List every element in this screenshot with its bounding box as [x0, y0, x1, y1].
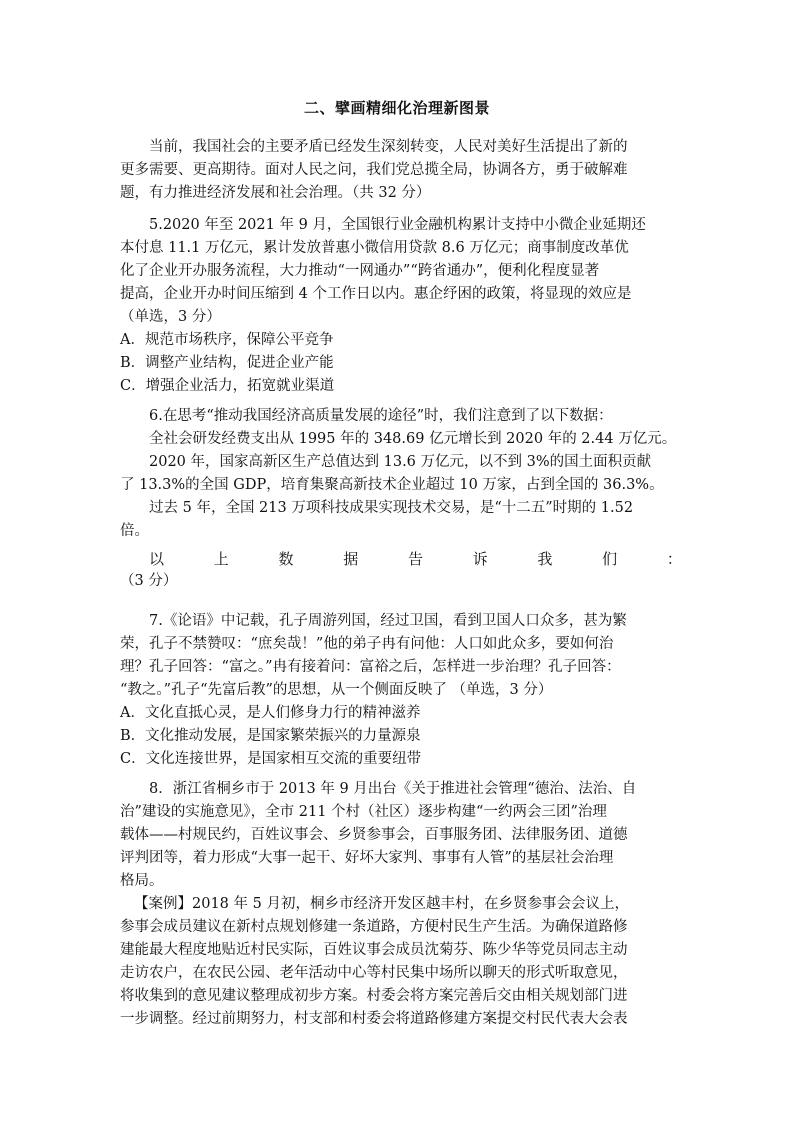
q5-line: 5.2020 年至 2021 年 9 月，全国银行业金融机构累计支持中小微企业延期还: [149, 217, 646, 233]
q8-case-line: 建能最大程度地贴近村民实际，百姓议事会成员沈菊芬、陈少华等党员同志主动: [120, 942, 628, 958]
q6-score: [120, 570, 682, 593]
q8-case-line: 将收集到的意见建议整理成初步方案。村委会将方案完善后交由相关规划部门进: [120, 988, 628, 1004]
q5-option-b: B．调整产业结构，促进企业产能: [120, 355, 334, 371]
q6-prompt-char: 据: [343, 550, 359, 568]
q6-score-text: （3 分）: [120, 573, 178, 589]
q8-line: 治”建设的实施意见》，全市 211 个村（社区）逐步构建“一约两会三团”治理: [120, 804, 607, 820]
q8-line: 格局。: [120, 873, 164, 889]
q7-line: “教之。”孔子“先富后教”的思想，从一个侧面反映了 （单选，3 分）: [120, 682, 553, 698]
question-8: [120, 778, 682, 1031]
q6-line: 了 13.3%的全国 GDP，培育集聚高新技术企业超过 10 万家，占到全国的 36.3%。: [120, 477, 664, 493]
q5-option-a: A．规范市场秩序，保障公平竞争: [120, 332, 334, 348]
q8-case-line: 一步调整。经过前期努力，村支部和村委会将道路修建方案提交村民代表大会表: [120, 1011, 628, 1027]
q8-line: 8．浙江省桐乡市于 2013 年 9 月出台《关于推进社会管理“德治、法治、自: [149, 781, 637, 797]
q7-line: 荣，孔子不禁赞叹：“庶矣哉！”他的弟子冉有问他：人口如此众多，要如何治: [120, 636, 614, 652]
q6-prompt-char: ：: [666, 550, 682, 568]
q6-line: 过去 5 年，全国 213 万项科技成果实现技术交易，是“十二五”时期的 1.52: [149, 500, 634, 516]
question-7: [120, 610, 682, 771]
intro-line: 题，有力推进经济发展和社会治理。（共 32 分）: [120, 185, 431, 201]
q5-line: 化了企业开办服务流程，大力推动“一网通办”“跨省通办”，便利化程度显著: [120, 263, 600, 279]
intro-paragraph: [120, 136, 682, 205]
q8-line: 载体——村规民约，百姓议事会、乡贤参事会，百事服务团、法律服务团、道德: [120, 827, 628, 843]
q6-prompt-char: 诉: [472, 550, 488, 568]
q6-line: 6.在思考“推动我国经济高质量发展的途径”时，我们注意到了以下数据：: [149, 408, 613, 424]
intro-line: 更多需要、更高期待。面对人民之问，我们党总揽全局，协调各方，勇于破解难: [120, 162, 628, 178]
q7-line: 7.《论语》中记载，孔子周游列国，经过卫国，看到卫国人口众多，甚为繁: [149, 613, 627, 629]
q8-case-line: 【案例】2018 年 5 月初，桐乡市经济开发区越丰村，在乡贤参事会会议上，: [134, 896, 629, 912]
q6-line: 2020 年，国家高新区生产总值达到 13.6 万亿元，以不到 3%的国土面积贡献: [149, 454, 652, 470]
q5-line: 本付息 11.1 万亿元，累计发放普惠小微信用贷款 8.6 万亿元；商事制度改革优: [120, 240, 629, 256]
q6-line: 全社会研发经费支出从 1995 年的 348.69 亿元增长到 2020 年的 2.44 万亿元。: [149, 431, 677, 447]
q6-prompt-char: 上: [213, 550, 229, 568]
question-5: [120, 214, 682, 398]
q6-line: 倍。: [120, 523, 149, 539]
q7-option-c: C．文化连接世界，是国家相互交流的重要纽带: [120, 751, 422, 767]
q5-option-c: C．增强企业活力，拓宽就业渠道: [120, 378, 335, 394]
question-6: [120, 405, 682, 543]
q6-prompt-char: 以: [149, 550, 165, 568]
q6-prompt-char: 告: [407, 550, 423, 568]
q5-line: 提高，企业开办时间压缩到 4 个工作日以内。惠企纾困的政策，将显现的效应是: [120, 286, 632, 302]
q8-case-line: 走访农户，在农民公园、老年活动中心等村民集中场所以聊天的形式听取意见，: [120, 965, 628, 981]
q6-prompt-char: 们: [602, 550, 618, 568]
q6-prompt-char: 我: [537, 550, 553, 568]
q8-case-line: 参事会成员建议在新村点规划修建一条道路，方便村民生产生活。为确保道路修: [120, 919, 628, 935]
q8-line: 评判团等，着力形成“大事一起干、好坏大家判、事事有人管”的基层社会治理: [120, 850, 614, 866]
intro-line: 当前，我国社会的主要矛盾已经发生深刻转变，人民对美好生活提出了新的: [149, 139, 628, 155]
q7-option-b: B．文化推动发展，是国家繁荣振兴的力量源泉: [120, 728, 421, 744]
q5-line: （单选，3 分）: [120, 309, 221, 325]
q7-line: 理？孔子回答：“富之。”冉有接着问：富裕之后，怎样进一步治理？孔子回答：: [120, 659, 621, 675]
q6-prompt: [120, 548, 682, 569]
section-title: 二、擘画精细化治理新图景: [303, 99, 490, 117]
q6-prompt-char: 数: [278, 550, 294, 568]
q7-option-a: A．文化直抵心灵，是人们修身力行的精神滋养: [120, 705, 421, 721]
